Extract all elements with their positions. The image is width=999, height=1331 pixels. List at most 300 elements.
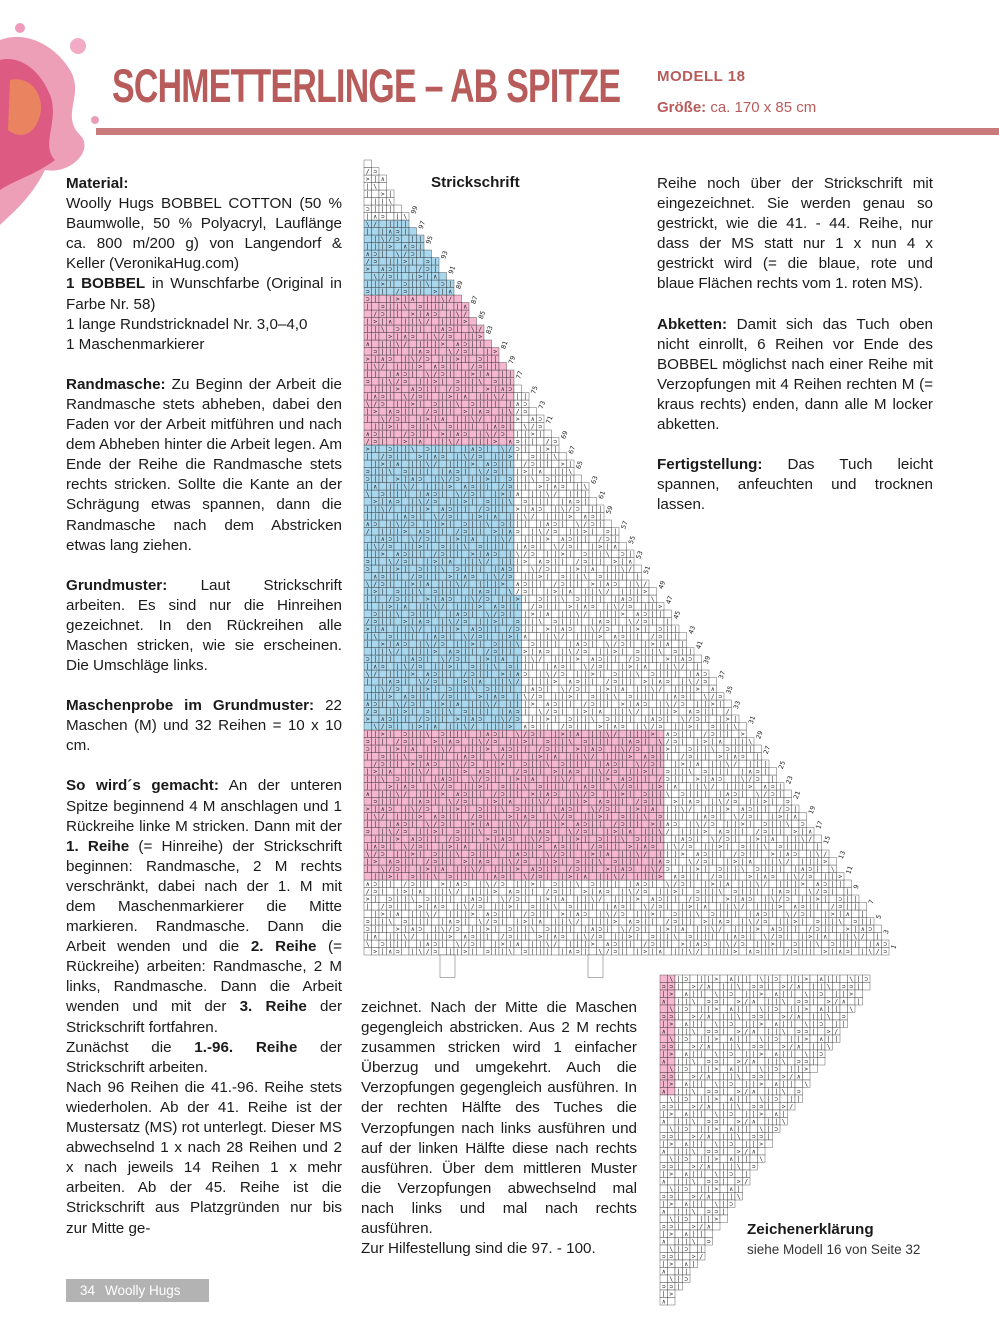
svg-text:|: |	[635, 813, 640, 821]
svg-text:/: /	[725, 798, 730, 806]
svg-text:/: /	[628, 926, 633, 934]
svg-text:|: |	[793, 806, 798, 814]
svg-text:|: |	[590, 776, 595, 784]
svg-text:|: |	[478, 701, 483, 709]
svg-text:/: /	[860, 933, 865, 941]
svg-text:|: |	[665, 813, 670, 821]
svg-text:∧: ∧	[455, 791, 460, 799]
svg-text:/: /	[703, 821, 708, 829]
svg-text:|: |	[515, 926, 520, 934]
svg-text:∧: ∧	[418, 798, 423, 806]
svg-text:⊃: ⊃	[665, 768, 670, 776]
svg-text:/: /	[673, 881, 678, 889]
svg-text:⊃: ⊃	[650, 933, 655, 941]
svg-text:|: |	[673, 926, 678, 934]
svg-text:∧: ∧	[635, 611, 640, 619]
svg-text:|: |	[740, 746, 745, 754]
svg-text:/: /	[463, 761, 468, 769]
svg-text:|: |	[455, 603, 460, 611]
svg-text:\: \	[815, 851, 820, 859]
svg-text:/: /	[410, 933, 415, 941]
svg-text:\: \	[545, 761, 550, 769]
svg-text:\: \	[418, 678, 423, 686]
svg-text:|: |	[725, 731, 730, 739]
svg-text:|: |	[770, 866, 775, 874]
svg-text:|: |	[500, 821, 505, 829]
svg-text:⊃: ⊃	[553, 708, 558, 716]
svg-text:|: |	[553, 641, 558, 649]
svg-text:/: /	[665, 828, 670, 836]
row-number: 25	[776, 759, 788, 771]
svg-text:|: |	[440, 843, 445, 851]
svg-text:⊃: ⊃	[500, 693, 505, 701]
svg-text:⊃: ⊃	[500, 791, 505, 799]
svg-text:/: /	[515, 768, 520, 776]
svg-text:|: |	[605, 843, 610, 851]
svg-text:|: |	[598, 738, 603, 746]
svg-text:⊃: ⊃	[568, 716, 573, 724]
svg-text:|: |	[508, 596, 513, 604]
svg-text:|: |	[380, 656, 385, 664]
svg-text:⊃: ⊃	[395, 866, 400, 874]
svg-text:|: |	[628, 633, 633, 641]
svg-text:|: |	[515, 746, 520, 754]
svg-text:|: |	[418, 873, 423, 881]
svg-text:⊃: ⊃	[635, 738, 640, 746]
svg-text:\: \	[815, 941, 820, 949]
svg-text:\: \	[755, 881, 760, 889]
svg-text:|: |	[643, 693, 648, 701]
svg-text:/: /	[380, 813, 385, 821]
svg-text:\: \	[545, 941, 550, 949]
svg-text:|: |	[410, 858, 415, 866]
svg-text:>: >	[620, 791, 625, 799]
svg-text:⊃: ⊃	[583, 828, 588, 836]
svg-text:|: |	[605, 873, 610, 881]
svg-text:|: |	[673, 896, 678, 904]
svg-text:⊃: ⊃	[785, 888, 790, 896]
svg-text:|: |	[568, 941, 573, 949]
svg-text:⊃: ⊃	[485, 588, 490, 596]
svg-text:|: |	[718, 813, 723, 821]
svg-text:|: |	[395, 813, 400, 821]
svg-text:⊃: ⊃	[485, 686, 490, 694]
randmasche-heading: Randmasche:	[66, 375, 166, 393]
svg-text:|: |	[425, 881, 430, 889]
svg-text:∧: ∧	[388, 858, 393, 866]
svg-text:>: >	[695, 776, 700, 784]
svg-text:|: |	[440, 768, 445, 776]
svg-text:/: /	[380, 723, 385, 731]
svg-text:/: /	[373, 851, 378, 859]
svg-text:|: |	[853, 926, 858, 934]
wiederholung-text: Nach 96 Reihen die 41.-96. Reihe stets wiederholen. Ab der 41. Reihe ist der Mustersatz (MS) rot unterlegt. Dieser MS abwechselnd 1 x nach 28 Reihen und 2 x nach jeweils 14 Reihen 1 x mehr arbeiten. Ab der 45. Reihe ist die Strickschrift aus Platzgründen nur bis zur Mitte ge-	[66, 1078, 342, 1237]
svg-text:|: |	[463, 783, 468, 791]
svg-text:|: |	[418, 866, 423, 874]
svg-text:|: |	[560, 656, 565, 664]
svg-text:⊃: ⊃	[688, 746, 693, 754]
svg-text:|: |	[605, 648, 610, 656]
svg-text:|: |	[695, 926, 700, 934]
anleitung-bold-3: 3. Reihe	[239, 998, 307, 1016]
svg-text:⊃: ⊃	[763, 918, 768, 926]
svg-text:/: /	[380, 903, 385, 911]
svg-text:⊃: ⊃	[410, 873, 415, 881]
svg-text:∧: ∧	[628, 918, 633, 926]
svg-text:|: |	[545, 911, 550, 919]
svg-text:>: >	[658, 783, 663, 791]
svg-text:|: |	[433, 746, 438, 754]
svg-text:∧: ∧	[598, 888, 603, 896]
svg-text:|: |	[463, 918, 468, 926]
svg-text:|: |	[530, 753, 535, 761]
svg-text:|: |	[455, 866, 460, 874]
svg-text:|: |	[860, 918, 865, 926]
svg-text:\: \	[485, 881, 490, 889]
svg-text:|: |	[620, 941, 625, 949]
svg-text:|: |	[733, 716, 738, 724]
svg-text:|: |	[373, 731, 378, 739]
svg-text:|: |	[770, 776, 775, 784]
svg-text:/: /	[628, 656, 633, 664]
svg-text:|: |	[493, 941, 498, 949]
svg-text:|: |	[403, 678, 408, 686]
svg-text:|: |	[560, 918, 565, 926]
svg-text:⊃: ⊃	[530, 641, 535, 649]
svg-text:|: |	[380, 828, 385, 836]
svg-text:∧: ∧	[725, 791, 730, 799]
svg-text:|: |	[545, 858, 550, 866]
svg-text:⊃: ⊃	[605, 626, 610, 634]
svg-text:\: \	[560, 776, 565, 784]
svg-text:⊃: ⊃	[605, 716, 610, 724]
middle-text-2: Zur Hilfestellung sind die 97. - 100.	[361, 1240, 596, 1258]
svg-text:⊃: ⊃	[703, 858, 708, 866]
svg-text:>: >	[440, 701, 445, 709]
svg-text:>: >	[583, 708, 588, 716]
svg-text:/: /	[785, 858, 790, 866]
svg-text:⊃: ⊃	[365, 738, 370, 746]
svg-text:|: |	[748, 843, 753, 851]
svg-text:∧: ∧	[485, 911, 490, 919]
svg-text:>: >	[418, 723, 423, 731]
svg-text:\: \	[650, 866, 655, 874]
svg-text:\: \	[620, 926, 625, 934]
svg-text:⊃: ⊃	[538, 783, 543, 791]
svg-text:|: |	[598, 648, 603, 656]
svg-text:/: /	[710, 873, 715, 881]
svg-text:|: |	[380, 791, 385, 799]
row-number: 5	[874, 913, 884, 921]
svg-text:/: /	[365, 708, 370, 716]
svg-text:|: |	[605, 663, 610, 671]
svg-text:\: \	[635, 851, 640, 859]
svg-text:⊃: ⊃	[478, 903, 483, 911]
svg-text:/: /	[448, 656, 453, 664]
svg-text:⊃: ⊃	[635, 836, 640, 844]
svg-text:|: |	[680, 888, 685, 896]
svg-text:⊃: ⊃	[643, 881, 648, 889]
svg-text:>: >	[845, 926, 850, 934]
svg-text:⊃: ⊃	[493, 648, 498, 656]
material-text: Woolly Hugs BOBBEL COTTON (50 % Baumwolle, 50 % Polyacryl, Lauflänge ca. 800 m/200 g) von Langendorf & Keller (VeronikaHug.com)	[66, 195, 342, 273]
svg-text:>: >	[523, 648, 528, 656]
svg-text:∧: ∧	[373, 933, 378, 941]
anleitung-bold-1: 1. Reihe	[66, 837, 130, 855]
svg-text:|: |	[635, 723, 640, 731]
svg-text:/: /	[568, 866, 573, 874]
svg-text:|: |	[658, 791, 663, 799]
svg-text:|: |	[718, 903, 723, 911]
svg-text:>: >	[725, 716, 730, 724]
svg-text:|: |	[680, 866, 685, 874]
svg-text:>: >	[613, 828, 618, 836]
svg-text:∧: ∧	[605, 941, 610, 949]
svg-text:|: |	[523, 596, 528, 604]
svg-text:|: |	[410, 723, 415, 731]
svg-text:|: |	[433, 611, 438, 619]
svg-text:|: |	[485, 723, 490, 731]
svg-text:|: |	[643, 918, 648, 926]
svg-text:⊃: ⊃	[575, 678, 580, 686]
svg-text:|: |	[718, 768, 723, 776]
svg-text:⊃: ⊃	[538, 873, 543, 881]
svg-text:∧: ∧	[860, 926, 865, 934]
svg-text:⊃: ⊃	[725, 918, 730, 926]
svg-text:∧: ∧	[733, 933, 738, 941]
svg-text:|: |	[605, 903, 610, 911]
svg-text:|: |	[418, 648, 423, 656]
svg-text:⊃: ⊃	[410, 611, 415, 619]
svg-text:⊃: ⊃	[508, 933, 513, 941]
svg-text:>: >	[463, 678, 468, 686]
svg-text:|: |	[515, 693, 520, 701]
svg-text:|: |	[613, 881, 618, 889]
row-number: 55	[626, 534, 638, 546]
svg-text:\: \	[515, 641, 520, 649]
svg-text:>: >	[418, 813, 423, 821]
svg-text:|: |	[800, 918, 805, 926]
svg-text:|: |	[553, 783, 558, 791]
svg-text:|: |	[560, 948, 565, 956]
svg-text:|: |	[440, 671, 445, 679]
svg-text:⊃: ⊃	[770, 873, 775, 881]
svg-text:>: >	[388, 783, 393, 791]
svg-text:\: \	[590, 716, 595, 724]
svg-text:\: \	[493, 753, 498, 761]
svg-text:∧: ∧	[673, 873, 678, 881]
svg-text:|: |	[770, 858, 775, 866]
svg-text:|: |	[590, 813, 595, 821]
svg-text:⊃: ⊃	[740, 753, 745, 761]
svg-text:|: |	[485, 581, 490, 589]
svg-text:>: >	[395, 836, 400, 844]
middle-column	[361, 998, 637, 1259]
svg-text:|: |	[433, 686, 438, 694]
svg-text:|: |	[530, 851, 535, 859]
row-number: 9	[851, 883, 861, 891]
svg-text:⊃: ⊃	[440, 633, 445, 641]
svg-text:|: |	[500, 948, 505, 956]
svg-text:|: |	[530, 738, 535, 746]
svg-text:∧: ∧	[680, 836, 685, 844]
svg-text:|: |	[838, 941, 843, 949]
svg-text:⊃: ⊃	[373, 888, 378, 896]
svg-text:|: |	[583, 723, 588, 731]
svg-text:\: \	[470, 776, 475, 784]
svg-text:>: >	[545, 896, 550, 904]
svg-text:\: \	[545, 851, 550, 859]
svg-text:/: /	[500, 933, 505, 941]
row-number: 69	[559, 429, 570, 441]
svg-text:|: |	[395, 798, 400, 806]
svg-text:|: |	[463, 686, 468, 694]
svg-text:|: |	[515, 633, 520, 641]
svg-text:⊃: ⊃	[560, 851, 565, 859]
svg-text:|: |	[658, 708, 663, 716]
svg-text:∧: ∧	[515, 941, 520, 949]
svg-text:|: |	[673, 746, 678, 754]
svg-text:∧: ∧	[395, 821, 400, 829]
svg-text:|: |	[635, 588, 640, 596]
svg-text:/: /	[658, 686, 663, 694]
svg-text:>: >	[455, 626, 460, 634]
svg-text:|: |	[530, 648, 535, 656]
svg-text:∧: ∧	[635, 701, 640, 709]
svg-text:/: /	[418, 626, 423, 634]
svg-text:/: /	[538, 746, 543, 754]
svg-text:|: |	[553, 746, 558, 754]
svg-text:/: /	[448, 926, 453, 934]
svg-text:⊃: ⊃	[673, 731, 678, 739]
svg-text:⊃: ⊃	[800, 903, 805, 911]
svg-text:⊃: ⊃	[770, 783, 775, 791]
svg-text:∧: ∧	[763, 783, 768, 791]
svg-text:|: |	[598, 911, 603, 919]
row-number: 3	[881, 928, 891, 936]
svg-text:|: |	[515, 828, 520, 836]
svg-text:|: |	[545, 903, 550, 911]
svg-text:|: |	[440, 678, 445, 686]
svg-text:⊃: ⊃	[598, 933, 603, 941]
svg-text:⊃: ⊃	[605, 618, 610, 626]
svg-text:>: >	[410, 851, 415, 859]
svg-text:⊃: ⊃	[568, 626, 573, 634]
svg-text:|: |	[808, 851, 813, 859]
svg-text:\: \	[485, 701, 490, 709]
svg-text:|: |	[748, 746, 753, 754]
svg-text:⊃: ⊃	[650, 753, 655, 761]
svg-text:⊃: ⊃	[538, 693, 543, 701]
svg-text:>: >	[823, 858, 828, 866]
svg-text:|: |	[365, 843, 370, 851]
svg-text:/: /	[395, 648, 400, 656]
svg-text:∧: ∧	[590, 926, 595, 934]
svg-text:⊃: ⊃	[838, 903, 843, 911]
svg-text:⊃: ⊃	[403, 918, 408, 926]
svg-text:|: |	[673, 686, 678, 694]
svg-text:\: \	[373, 723, 378, 731]
svg-text:>: >	[508, 903, 513, 911]
svg-text:|: |	[418, 828, 423, 836]
svg-text:|: |	[830, 881, 835, 889]
svg-text:|: |	[500, 918, 505, 926]
svg-text:⊃: ⊃	[590, 603, 595, 611]
svg-text:|: |	[545, 663, 550, 671]
svg-text:|: |	[478, 656, 483, 664]
svg-text:/: /	[508, 896, 513, 904]
svg-text:\: \	[725, 761, 730, 769]
svg-text:|: |	[433, 926, 438, 934]
svg-text:∧: ∧	[823, 933, 828, 941]
svg-text:>: >	[598, 813, 603, 821]
svg-text:|: |	[688, 911, 693, 919]
row-number: 27	[761, 744, 773, 756]
svg-text:⊃: ⊃	[418, 926, 423, 934]
svg-text:\: \	[733, 723, 738, 731]
svg-text:|: |	[373, 911, 378, 919]
svg-text:|: |	[403, 768, 408, 776]
svg-text:>: >	[448, 843, 453, 851]
svg-text:|: |	[785, 836, 790, 844]
svg-text:⊃: ⊃	[478, 626, 483, 634]
svg-text:|: |	[680, 723, 685, 731]
svg-text:∧: ∧	[620, 596, 625, 604]
svg-text:|: |	[725, 903, 730, 911]
svg-text:|: |	[680, 798, 685, 806]
svg-text:|: |	[650, 836, 655, 844]
svg-text:|: |	[650, 611, 655, 619]
svg-text:|: |	[470, 798, 475, 806]
svg-text:>: >	[485, 926, 490, 934]
svg-text:⊃: ⊃	[403, 738, 408, 746]
svg-text:>: >	[508, 723, 513, 731]
svg-text:/: /	[485, 648, 490, 656]
svg-text:|: |	[583, 626, 588, 634]
svg-text:|: |	[613, 836, 618, 844]
svg-text:>: >	[665, 656, 670, 664]
row-number: 43	[686, 624, 698, 636]
svg-text:/: /	[763, 881, 768, 889]
svg-text:|: |	[590, 678, 595, 686]
svg-text:|: |	[418, 603, 423, 611]
svg-text:/: /	[530, 693, 535, 701]
svg-text:|: |	[650, 948, 655, 956]
svg-text:∧: ∧	[725, 881, 730, 889]
svg-text:>: >	[590, 671, 595, 679]
svg-text:⊃: ⊃	[515, 716, 520, 724]
svg-text:\: \	[530, 836, 535, 844]
svg-text:⊃: ⊃	[365, 828, 370, 836]
svg-text:|: |	[365, 731, 370, 739]
row-number: 31	[746, 714, 758, 726]
svg-text:|: |	[673, 656, 678, 664]
svg-text:|: |	[388, 753, 393, 761]
svg-text:>: >	[605, 776, 610, 784]
svg-text:|: |	[680, 903, 685, 911]
svg-text:|: |	[665, 618, 670, 626]
svg-text:|: |	[560, 611, 565, 619]
svg-text:|: |	[373, 686, 378, 694]
svg-text:|: |	[365, 663, 370, 671]
svg-text:⊃: ⊃	[433, 851, 438, 859]
svg-text:|: |	[403, 858, 408, 866]
svg-text:∧: ∧	[545, 701, 550, 709]
svg-text:\: \	[583, 933, 588, 941]
svg-text:/: /	[455, 888, 460, 896]
svg-text:⊃: ⊃	[785, 798, 790, 806]
svg-text:|: |	[703, 896, 708, 904]
